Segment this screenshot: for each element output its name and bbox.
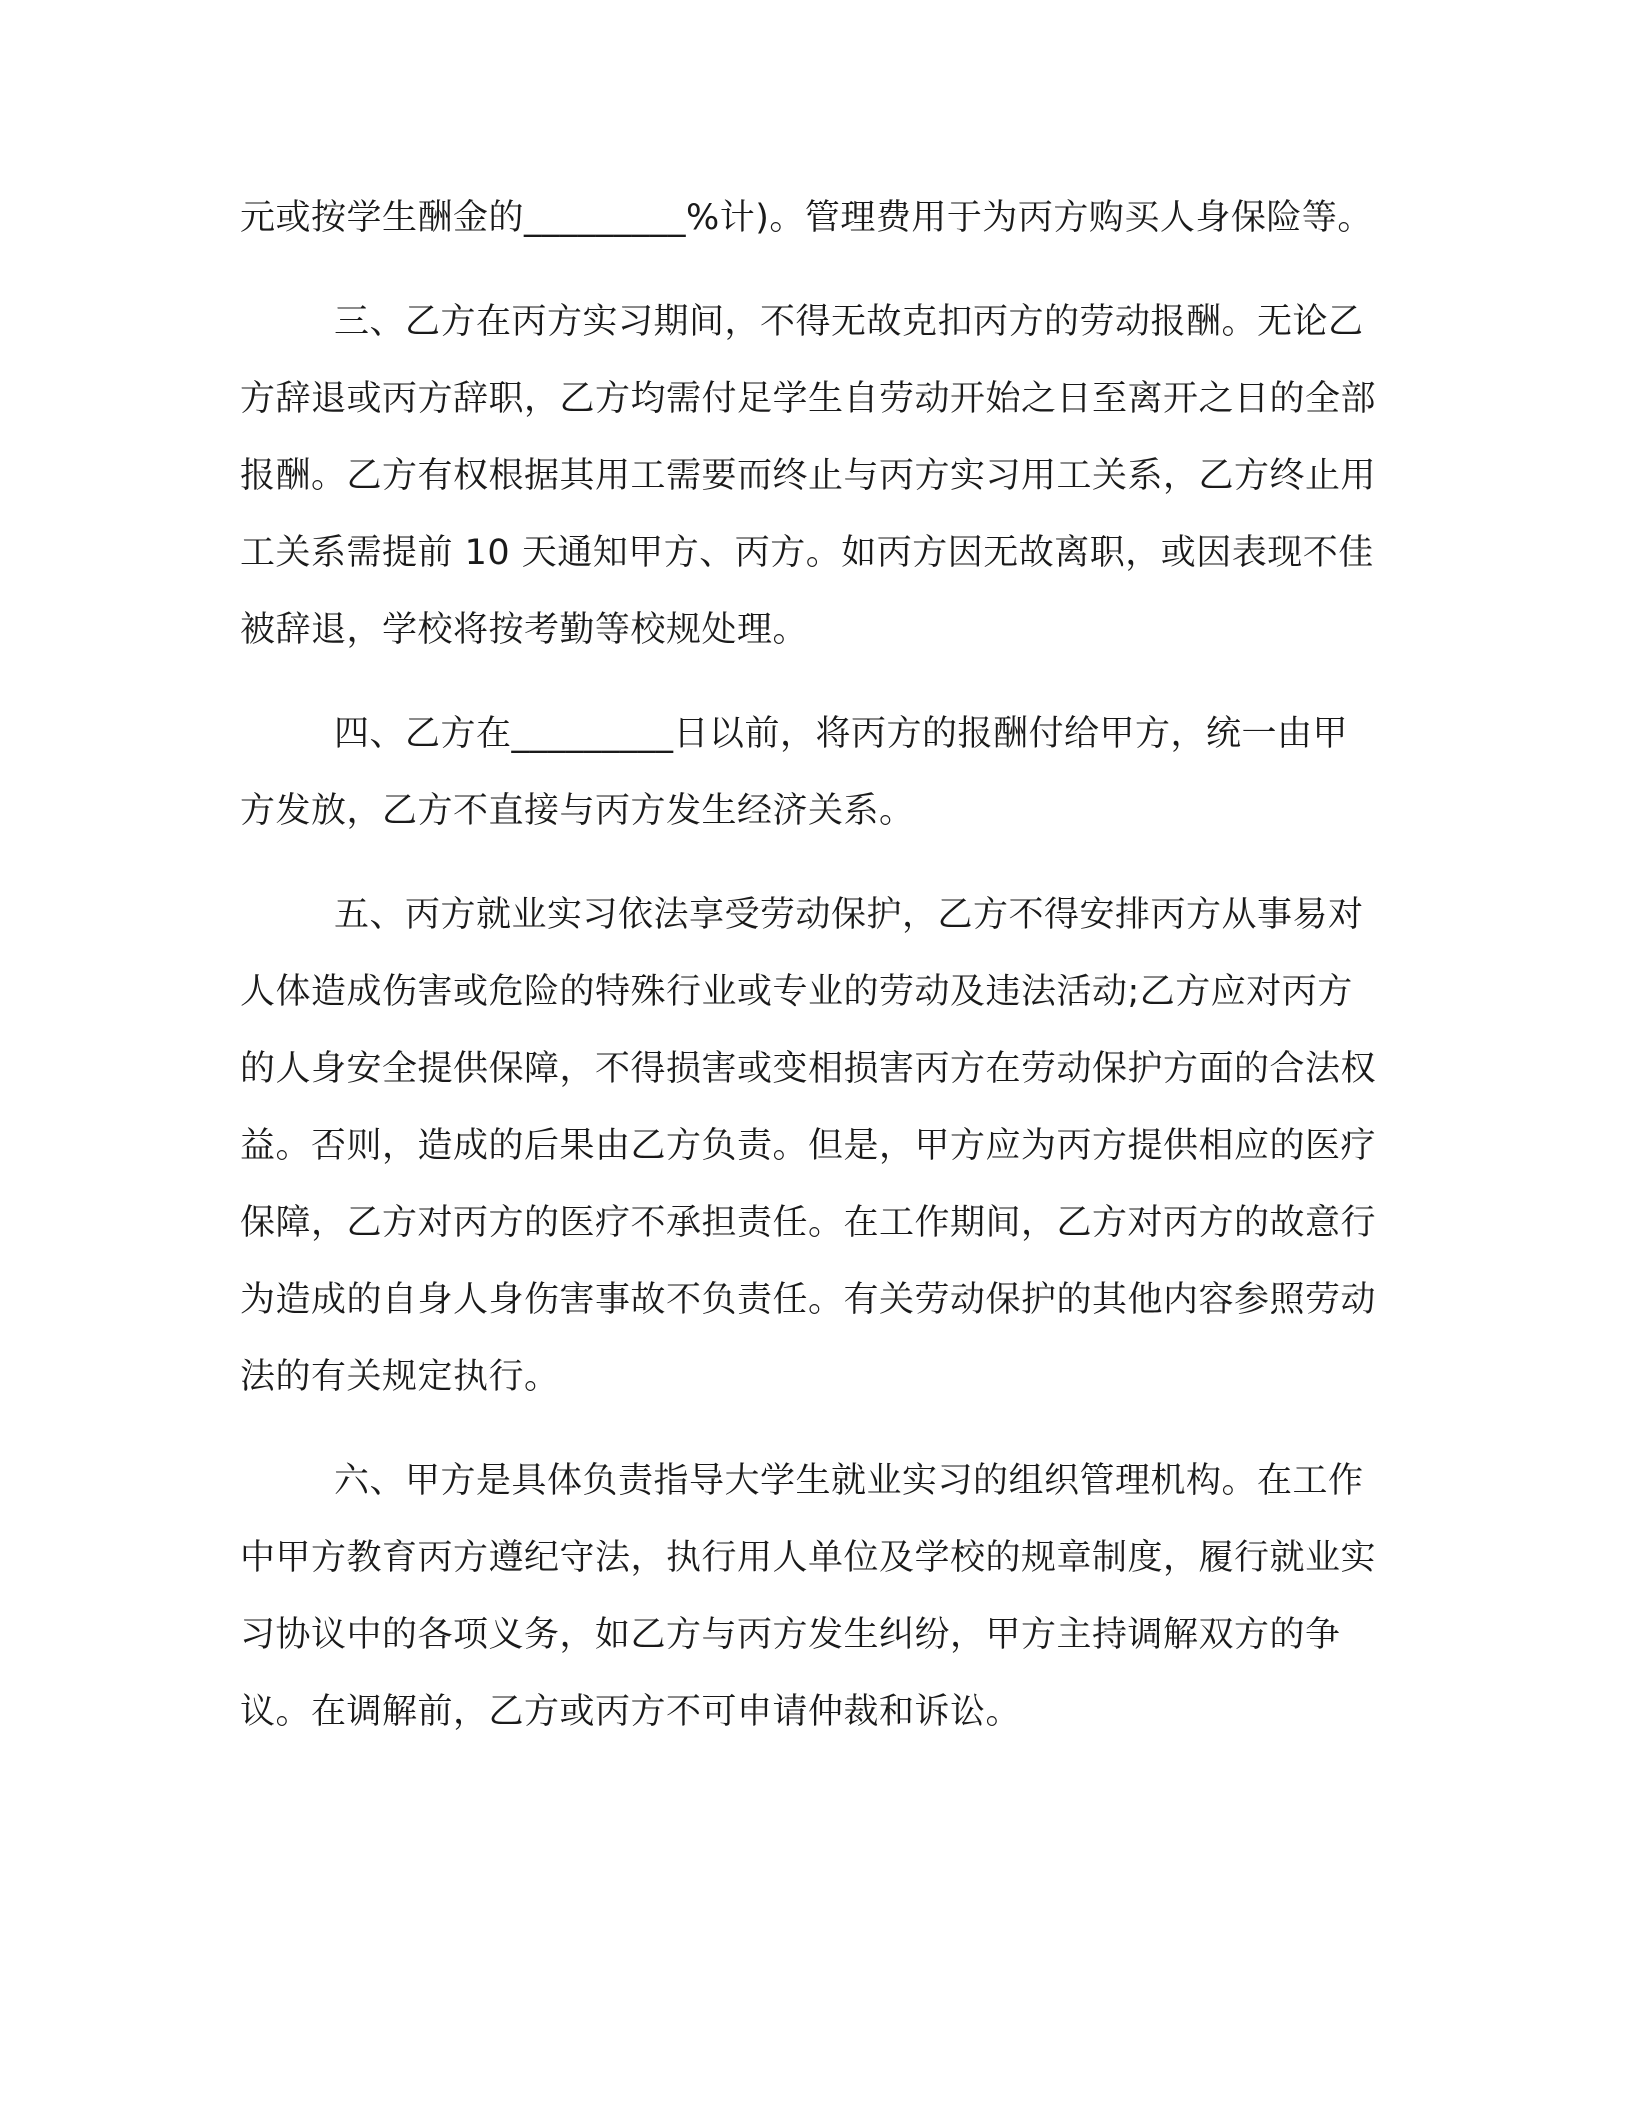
paragraph-clause-6: 六、甲方是具体负责指导大学生就业实习的组织管理机构。在工作中甲方教育丙方遵纪守法，执行用人单位及学校的规章制度，履行就业实习协议中的各项义务，如乙方与丙方发生纠纷，甲方主持调解双方的争议。在调解前，乙方或丙方不可申请仲裁和诉讼。 — [240, 1461, 1377, 1732]
paragraph-clause-5: 五、丙方就业实习依法享受劳动保护，乙方不得安排丙方从事易对人体造成伤害或危险的特殊行业或专业的劳动及违法活动;乙方应对丙方的人身安全提供保障，不得损害或变相损害丙方在劳动保护方面的合法权益。否则，造成的后果由乙方负责。但是，甲方应为丙方提供相应的医疗保障，乙方对丙方的医疗不承担责任。在工作期间，乙方对丙方的故意行为造成的自身人身伤害事故不负责任。有关劳动保护的其他内容参照劳动法的有关规定执行。 — [240, 895, 1377, 1397]
paragraph-clause-3: 三、乙方在丙方实习期间，不得无故克扣丙方的劳动报酬。无论乙方辞退或丙方辞职，乙方均需付足学生自劳动开始之日至离开之日的全部报酬。乙方有权根据其用工需要而终止与丙方实习用工关系，乙方终止用工关系需提前 10 天通知甲方、丙方。如丙方因无故离职，或因表现不佳被辞退，学校将按考勤等校规处理。 — [240, 302, 1377, 650]
paragraph-clause-4: 四、乙方在_________日以前，将丙方的报酬付给甲方，统一由甲方发放，乙方不直接与丙方发生经济关系。 — [240, 714, 1349, 831]
paragraph-continued: 元或按学生酬金的_________%计)。管理费用于为丙方购买人身保险等。 — [240, 198, 1373, 238]
document-body — [240, 180, 1380, 1778]
